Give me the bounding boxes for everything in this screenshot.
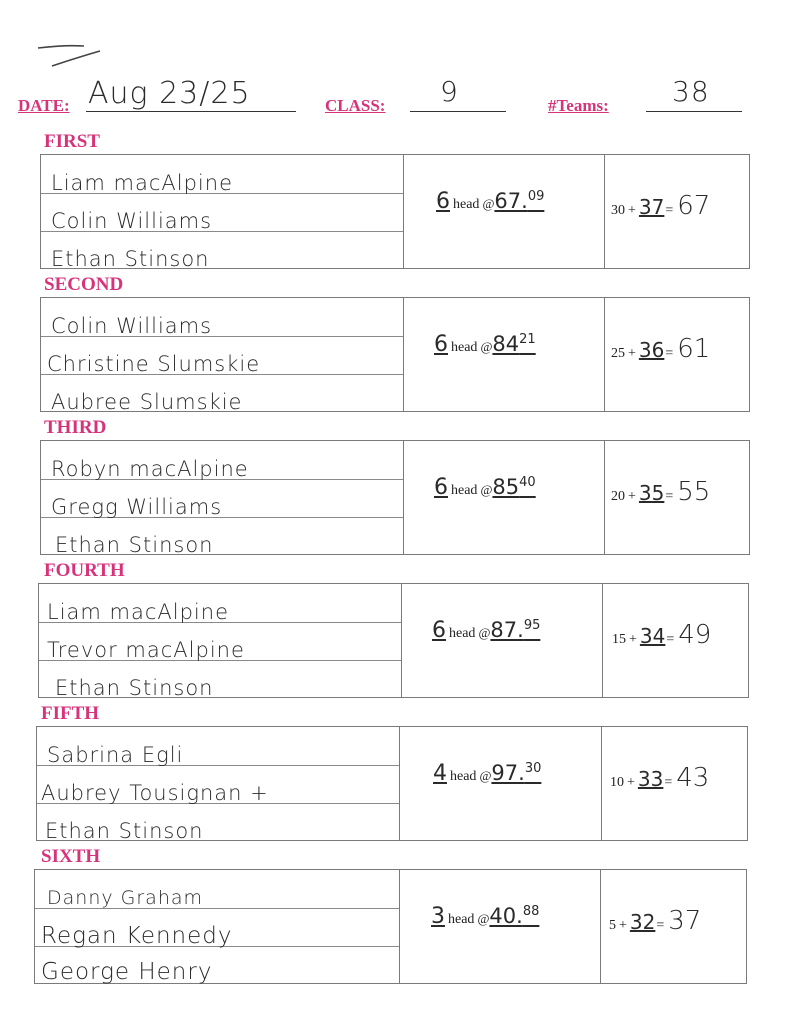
points-cell — [610, 763, 709, 793]
at-sign: @ — [480, 339, 493, 354]
points-cell — [611, 477, 710, 507]
head-count[interactable]: 6 — [432, 618, 446, 643]
equals-sign: = — [665, 346, 674, 361]
at-sign: @ — [482, 196, 495, 211]
base-points: 10 — [610, 775, 624, 790]
head-average-cell — [434, 475, 536, 500]
head-label: head — [451, 340, 478, 355]
section-label-fifth: FIFTH — [41, 703, 100, 724]
teams-label: #Teams: — [548, 96, 609, 115]
form-header — [0, 75, 791, 115]
base-points: 15 — [612, 632, 626, 647]
pen-mark-icon — [34, 42, 102, 72]
team-member-name[interactable]: Ethan Stinson — [51, 247, 210, 271]
column-divider — [399, 727, 400, 840]
added-points[interactable]: 35 — [638, 481, 665, 505]
column-divider — [403, 155, 404, 268]
column-divider — [604, 298, 605, 411]
team-member-name[interactable]: Colin Williams — [51, 209, 213, 233]
equals-sign: = — [664, 775, 673, 790]
team-member-name[interactable]: Liam macAlpine — [47, 600, 229, 624]
points-cell — [609, 906, 701, 936]
column-divider — [401, 584, 402, 697]
section-table-sixth — [34, 869, 747, 984]
average-value[interactable]: 40.88 — [489, 904, 540, 928]
plus-sign: + — [628, 203, 636, 218]
equals-sign: = — [656, 918, 665, 933]
class-label: CLASS: — [325, 96, 386, 115]
total-points[interactable]: 67 — [677, 191, 711, 221]
head-count[interactable]: 3 — [431, 904, 445, 929]
team-member-name[interactable]: Danny Graham — [47, 887, 204, 909]
section-label-first: FIRST — [44, 131, 100, 152]
base-points: 5 — [609, 918, 616, 933]
head-count[interactable]: 4 — [433, 761, 447, 786]
at-sign: @ — [478, 625, 491, 640]
head-count[interactable]: 6 — [434, 332, 448, 357]
added-points[interactable]: 36 — [638, 338, 665, 362]
team-member-name[interactable]: Gregg Williams — [51, 495, 223, 519]
section-label-sixth: SIXTH — [41, 846, 101, 867]
plus-sign: + — [619, 918, 627, 933]
column-divider — [399, 870, 400, 983]
head-average-cell — [432, 618, 540, 643]
average-value[interactable]: $84^{21}$ — [492, 332, 536, 356]
total-points[interactable]: 61 — [677, 334, 711, 364]
added-points[interactable]: 32 — [629, 910, 656, 934]
section-table-fourth — [38, 583, 749, 698]
total-points[interactable]: 49 — [678, 620, 712, 650]
team-member-name[interactable]: Aubree Slumskie — [51, 390, 243, 414]
section-table-third — [40, 440, 750, 555]
average-value[interactable]: $85^{40}$ — [492, 475, 536, 499]
date-label: DATE: — [18, 96, 70, 115]
plus-sign: + — [628, 346, 636, 361]
plus-sign: + — [628, 489, 636, 504]
head-average-cell — [431, 904, 539, 929]
average-value[interactable]: 87.95 — [490, 618, 541, 642]
base-points: 30 — [611, 203, 625, 218]
equals-sign: = — [665, 203, 674, 218]
added-points[interactable]: 33 — [637, 767, 664, 791]
head-average-cell — [433, 761, 541, 786]
plus-sign: + — [627, 775, 635, 790]
points-cell — [611, 191, 710, 221]
team-member-name[interactable]: Colin Williams — [51, 314, 213, 338]
head-average-cell — [436, 189, 544, 214]
average-value[interactable]: 97.30 — [491, 761, 542, 785]
team-member-name[interactable]: Trevor macAlpine — [47, 638, 245, 662]
total-points[interactable]: 37 — [668, 906, 702, 936]
date-value[interactable]: Aug 23/25 — [88, 76, 251, 111]
class-value[interactable]: 9 — [440, 75, 459, 108]
base-points: 25 — [611, 346, 625, 361]
head-label: head — [449, 626, 476, 641]
date-field-line — [86, 111, 296, 112]
head-average-cell — [434, 332, 536, 357]
column-divider — [601, 727, 602, 840]
total-points[interactable]: 43 — [676, 763, 710, 793]
section-table-first — [40, 154, 750, 269]
points-cell — [611, 334, 710, 364]
class-field-line — [410, 111, 506, 112]
column-divider — [604, 155, 605, 268]
section-label-second: SECOND — [44, 274, 124, 295]
equals-sign: = — [665, 489, 674, 504]
plus-sign: + — [629, 632, 637, 647]
head-label: head — [450, 769, 477, 784]
teams-field-line — [646, 111, 742, 112]
base-points: 20 — [611, 489, 625, 504]
column-divider — [403, 441, 404, 554]
head-count[interactable]: 6 — [436, 189, 450, 214]
at-sign: @ — [480, 482, 493, 497]
section-label-third: THIRD — [44, 417, 107, 438]
section-table-fifth — [36, 726, 748, 841]
team-member-name[interactable]: Ethan Stinson — [55, 676, 214, 700]
team-member-name[interactable]: Regan Kennedy — [41, 923, 233, 949]
team-member-name[interactable]: Robyn macAlpine — [51, 457, 249, 481]
head-count[interactable]: 6 — [434, 475, 448, 500]
column-divider — [600, 870, 601, 983]
column-divider — [604, 441, 605, 554]
team-member-name[interactable]: Ethan Stinson — [45, 819, 204, 843]
at-sign: @ — [479, 768, 492, 783]
team-member-name[interactable]: Christine Slumskie — [47, 352, 261, 376]
added-points[interactable]: 37 — [638, 195, 665, 219]
at-sign: @ — [477, 911, 490, 926]
head-label: head — [453, 197, 480, 212]
team-member-name[interactable]: Ethan Stinson — [55, 533, 214, 557]
team-member-name[interactable]: Liam macAlpine — [51, 171, 233, 195]
team-member-name[interactable]: Sabrina Egli — [47, 743, 184, 767]
added-points[interactable]: 34 — [639, 624, 666, 648]
team-member-name[interactable]: George Henry — [41, 959, 213, 985]
column-divider — [602, 584, 603, 697]
teams-value[interactable]: 38 — [672, 75, 710, 108]
section-table-second — [40, 297, 750, 412]
head-label: head — [451, 483, 478, 498]
points-cell — [612, 620, 711, 650]
head-label: head — [448, 912, 475, 927]
section-label-fourth: FOURTH — [44, 560, 125, 581]
equals-sign: = — [666, 632, 675, 647]
column-divider — [403, 298, 404, 411]
team-member-name[interactable]: Aubrey Tousignan + — [41, 781, 269, 805]
average-value[interactable]: 67.09 — [494, 189, 545, 213]
total-points[interactable]: 55 — [677, 477, 711, 507]
